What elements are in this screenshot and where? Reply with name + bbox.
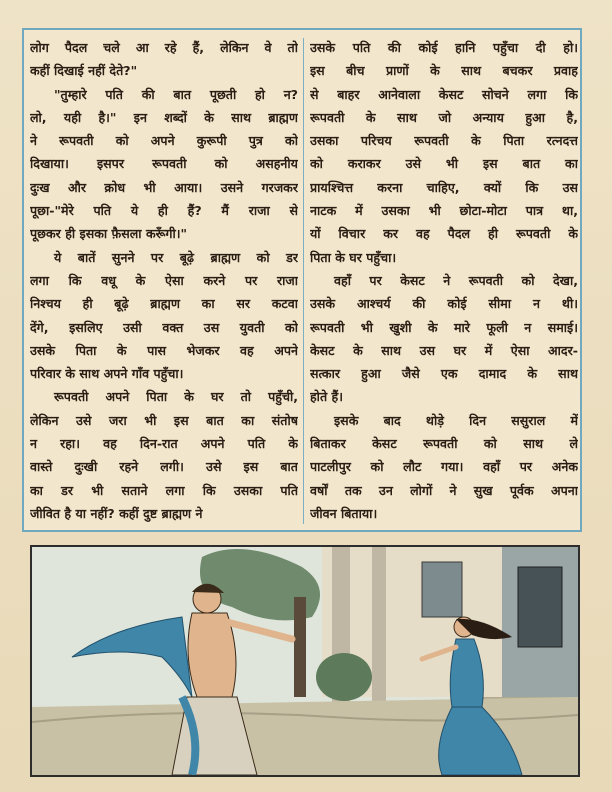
left-column-line: पूछा-"मेरे पति ये ही हैं? मैं राजा से <box>30 203 298 219</box>
left-column-line: दुःख और क्रोध भी आया। उसने गरजकर <box>30 179 298 195</box>
story-illustration <box>30 545 580 777</box>
right-column-line: से बाहर आनेवाला केसट सोचने लगा कि <box>310 86 578 102</box>
left-column-line: न रहा। वह दिन-रात अपने पति के <box>30 436 298 452</box>
illustration-scene <box>32 547 578 775</box>
left-column-line: ये बातें सुनने पर बूढ़े ब्राह्मण को डर <box>54 249 298 265</box>
column-divider <box>303 38 304 524</box>
right-column-line: रूपवती भी खुशी के मारे फूली न समाई। <box>310 319 578 335</box>
house-door <box>518 567 562 647</box>
right-column-line: इस बीच प्राणों के साथ बचकर प्रवाह <box>310 63 578 79</box>
right-column-line: जीवन बिताया। <box>310 505 378 521</box>
house-pillar <box>372 547 386 707</box>
left-column-line: जीवित है या नहीं? कहीं दुष्ट ब्राह्मण ने <box>30 505 203 521</box>
left-column-line: कहीं दिखाई नहीं देते?" <box>30 63 138 79</box>
left-text-column <box>30 36 298 525</box>
right-column-line: सत्कार हुआ जैसे एक दामाद के साथ <box>310 366 578 382</box>
right-column-line: यों विचार कर वह पैदल ही रूपवती के <box>310 226 578 242</box>
left-column-line: देंगे, इसलिए उसी वक्त उस युवती को <box>30 319 298 335</box>
right-column-line: को कराकर उसे भी इस बात का <box>310 156 578 172</box>
left-column-line: निश्चय ही बूढ़े ब्राह्मण का सर कटवा <box>30 296 298 312</box>
left-column-line: परिवार के साथ अपने गाँव पहुँचा। <box>30 366 184 382</box>
right-column-line: पिता के घर पहुँचा। <box>310 249 397 265</box>
right-column-line: नाटक में उसका भी छोटा-मोटा पात्र था, <box>310 203 578 219</box>
left-column-line: लोग पैदल चले आ रहे हैं, लेकिन वे तो <box>30 40 298 55</box>
left-column-line: उसके पिता के पास भेजकर वह अपने <box>30 342 298 358</box>
left-column-line: दिखाया। इसपर रूपवती को असहनीय <box>30 156 298 172</box>
left-column-line: "तुम्हारे पति की बात पूछती हो न? <box>54 86 298 102</box>
right-column-line: उसका परिचय रूपवती के पिता रत्नदत्त <box>310 133 578 149</box>
right-column-line: रूपवती के साथ जो अन्याय हुआ है, <box>310 109 578 125</box>
left-column-line: लेकिन उसे जरा भी इस बात का संतोष <box>30 412 298 428</box>
right-column-line: होते हैं। <box>310 389 343 405</box>
right-column-line: वहाँ पर केसट ने रूपवती को देखा, <box>334 272 578 288</box>
right-column-line: इसके बाद थोड़े दिन ससुराल में <box>334 412 578 428</box>
left-column-line: ने रूपवती को अपने कुरूपी पुत्र को <box>30 133 298 149</box>
bush <box>316 653 372 701</box>
tree-trunk <box>294 597 306 697</box>
house-window <box>422 562 462 617</box>
right-column-line: बिताकर केसट रूपवती को साथ ले <box>310 436 578 452</box>
right-column-line: उसके आश्चर्य की कोई सीमा न थी। <box>310 296 578 312</box>
right-column-line: उसके पति की कोई हानि पहुँचा दी हो। <box>310 40 578 55</box>
right-column-line: वर्षों तक उन लोगों ने सुख पूर्वक अपना <box>310 482 578 498</box>
text-panel <box>22 28 582 532</box>
left-column-line: पूछकर ही इसका फ़ैसला करूँगी।" <box>30 226 188 242</box>
left-column-line: वास्ते दुःखी रहने लगी। उसे इस बात <box>30 459 298 475</box>
left-column-line: लो, यही है।" इन शब्दों के साथ ब्राह्मण <box>30 109 298 125</box>
right-column-line: प्रायश्चित्त करना चाहिए, क्यों कि उस <box>310 179 578 195</box>
right-text-column <box>310 36 578 525</box>
left-column-line: का डर भी सताने लगा कि उसका पति <box>30 482 298 498</box>
right-column-line: केसट के साथ उस घर में ऐसा आदर- <box>310 342 578 358</box>
right-column-line: पाटलीपुर को लौट गया। वहाँ पर अनेक <box>310 459 578 475</box>
left-column-line: लगा कि वधू के ऐसा करने पर राजा <box>30 272 298 288</box>
left-column-line: रूपवती अपने पिता के घर तो पहुँची, <box>54 389 298 405</box>
